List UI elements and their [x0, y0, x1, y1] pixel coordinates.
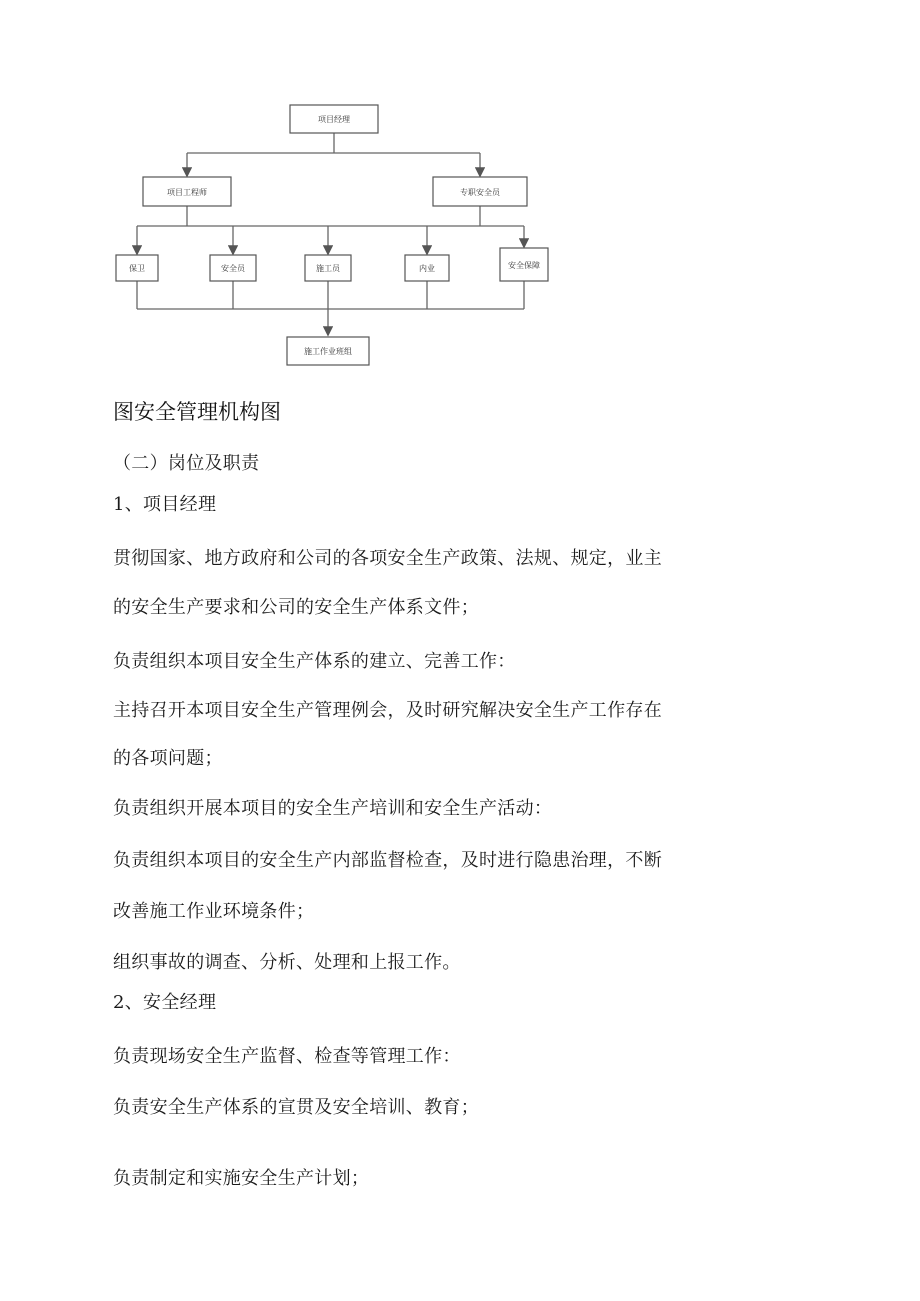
org-node-project-manager — [290, 105, 378, 133]
org-chart — [100, 95, 560, 380]
svg-text:保卫: 保卫 — [129, 264, 145, 273]
org-node-security — [116, 255, 158, 281]
pm-duty-line: 负责组织本项目的安全生产内部监督检查，及时进行隐患治理，不断 — [113, 850, 662, 871]
pm-duty-line: 贯彻国家、地方政府和公司的各项安全生产政策、法规、规定，业主 — [113, 548, 662, 569]
figure-caption: 图安全管理机构图 — [113, 400, 281, 424]
org-node-documentation — [405, 255, 449, 281]
sm-duty-line: 负责安全生产体系的宣贯及安全培训、教育； — [113, 1097, 479, 1118]
svg-text:项目工程师: 项目工程师 — [167, 188, 207, 197]
pm-duty-line: 主持召开本项目安全生产管理例会，及时研究解决安全生产工作存在 — [113, 700, 662, 721]
svg-text:施工作业班组: 施工作业班组 — [304, 347, 352, 356]
svg-text:专职安全员: 专职安全员 — [460, 188, 500, 197]
svg-text:安全保障: 安全保障 — [508, 261, 540, 270]
pm-duty-line: 的各项问题； — [113, 748, 223, 769]
pm-duty-line: 负责组织本项目安全生产体系的建立、完善工作： — [113, 651, 516, 672]
sm-duty-line: 负责现场安全生产监督、检查等管理工作： — [113, 1046, 461, 1067]
pm-duty-line: 改善施工作业环境条件； — [113, 901, 315, 922]
org-node-work-team — [287, 337, 369, 365]
sm-duty-line: 负责制定和实施安全生产计划； — [113, 1168, 370, 1189]
pm-duty-line: 的安全生产要求和公司的安全生产体系文件； — [113, 597, 479, 618]
org-node-safety-staff — [210, 255, 256, 281]
svg-text:安全员: 安全员 — [221, 264, 245, 273]
svg-text:施工员: 施工员 — [316, 264, 340, 273]
org-node-construction-staff — [305, 255, 351, 281]
org-chart-connectors — [137, 133, 524, 334]
heading-safety-manager: 2、安全经理 — [113, 992, 217, 1013]
heading-project-manager: 1、项目经理 — [113, 494, 217, 515]
section-title: （二）岗位及职责 — [113, 453, 260, 474]
pm-duty-line: 负责组织开展本项目的安全生产培训和安全生产活动： — [113, 798, 553, 819]
org-node-safety-assurance — [500, 248, 548, 281]
svg-text:项目经理: 项目经理 — [318, 115, 350, 124]
org-node-project-engineer — [143, 177, 231, 206]
org-node-safety-officer — [433, 177, 527, 206]
pm-duty-line: 组织事故的调查、分析、处理和上报工作。 — [113, 952, 461, 973]
svg-text:内业: 内业 — [419, 264, 435, 273]
